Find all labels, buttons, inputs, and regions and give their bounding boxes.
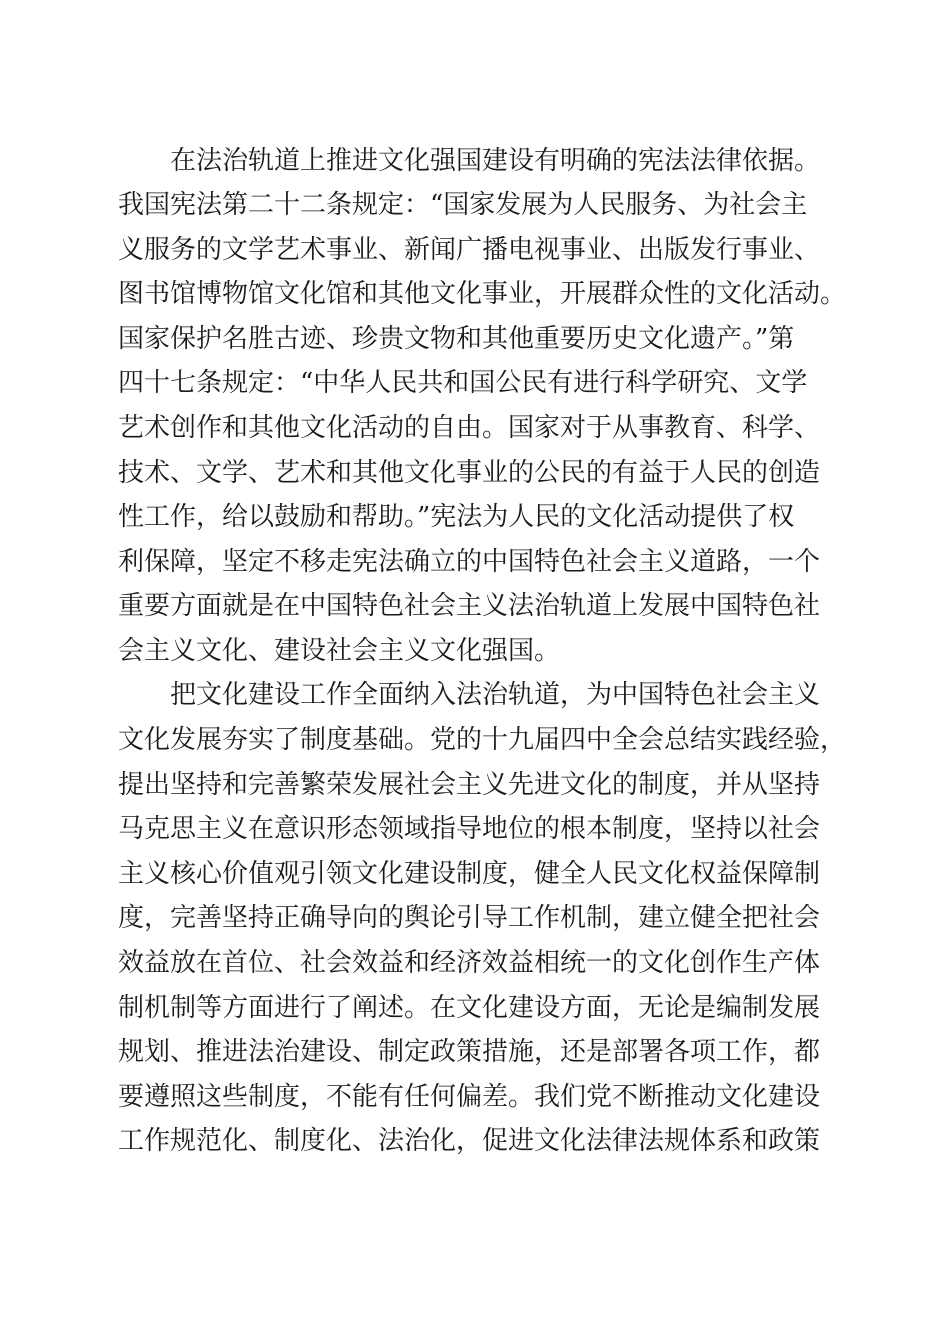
- text-line: 把文化建设工作全面纳入法治轨道，为中国特色社会主义: [170, 680, 821, 710]
- text-line: 会主义文化、建设社会主义文化强国。: [118, 636, 561, 666]
- text-line: 规划、推进法治建设、制定政策措施，还是部署各项工作，都: [118, 1037, 821, 1067]
- text-line: 利保障，坚定不移走宪法确立的中国特色社会主义道路，一个: [118, 547, 821, 577]
- text-line: 度，完善坚持正确导向的舆论引导工作机制，建立健全把社会: [118, 903, 821, 933]
- text-line: 义服务的文学艺术事业、新闻广播电视事业、出版发行事业、: [118, 235, 821, 265]
- text-line: 主义核心价值观引领文化建设制度，健全人民文化权益保障制: [118, 859, 821, 889]
- text-line: 要遵照这些制度，不能有任何偏差。我们党不断推动文化建设: [118, 1082, 821, 1112]
- text-line: 工作规范化、制度化、法治化，促进文化法律法规体系和政策: [118, 1126, 821, 1156]
- text-line: 技术、文学、艺术和其他文化事业的公民的有益于人民的创造: [118, 458, 821, 488]
- text-line: 我国宪法第二十二条规定：“国家发展为人民服务、为社会主: [118, 190, 808, 220]
- text-line: 在法治轨道上推进文化强国建设有明确的宪法法律依据。: [170, 146, 821, 176]
- text-line: 四十七条规定：“中华人民共和国公民有进行科学研究、文学: [118, 368, 808, 398]
- text-line: 性工作，给以鼓励和帮助。”宪法为人民的文化活动提供了权: [118, 502, 795, 532]
- text-line: 图书馆博物馆文化馆和其他文化事业，开展群众性的文化活动。: [118, 279, 847, 309]
- text-line: 制机制等方面进行了阐述。在文化建设方面，无论是编制发展: [118, 993, 821, 1023]
- text-line: 提出坚持和完善繁荣发展社会主义先进文化的制度，并从坚持: [118, 770, 821, 800]
- text-line: 效益放在首位、社会效益和经济效益相统一的文化创作生产体: [118, 948, 821, 978]
- text-line: 艺术创作和其他文化活动的自由。国家对于从事教育、科学、: [118, 413, 821, 443]
- text-line: 文化发展夯实了制度基础。党的十九届四中全会总结实践经验，: [118, 725, 847, 755]
- text-line: 国家保护名胜古迹、珍贵文物和其他重要历史文化遗产。”第: [118, 324, 795, 354]
- text-line: 重要方面就是在中国特色社会主义法治轨道上发展中国特色社: [118, 591, 821, 621]
- text-line: 马克思主义在意识形态领域指导地位的根本制度，坚持以社会: [118, 814, 821, 844]
